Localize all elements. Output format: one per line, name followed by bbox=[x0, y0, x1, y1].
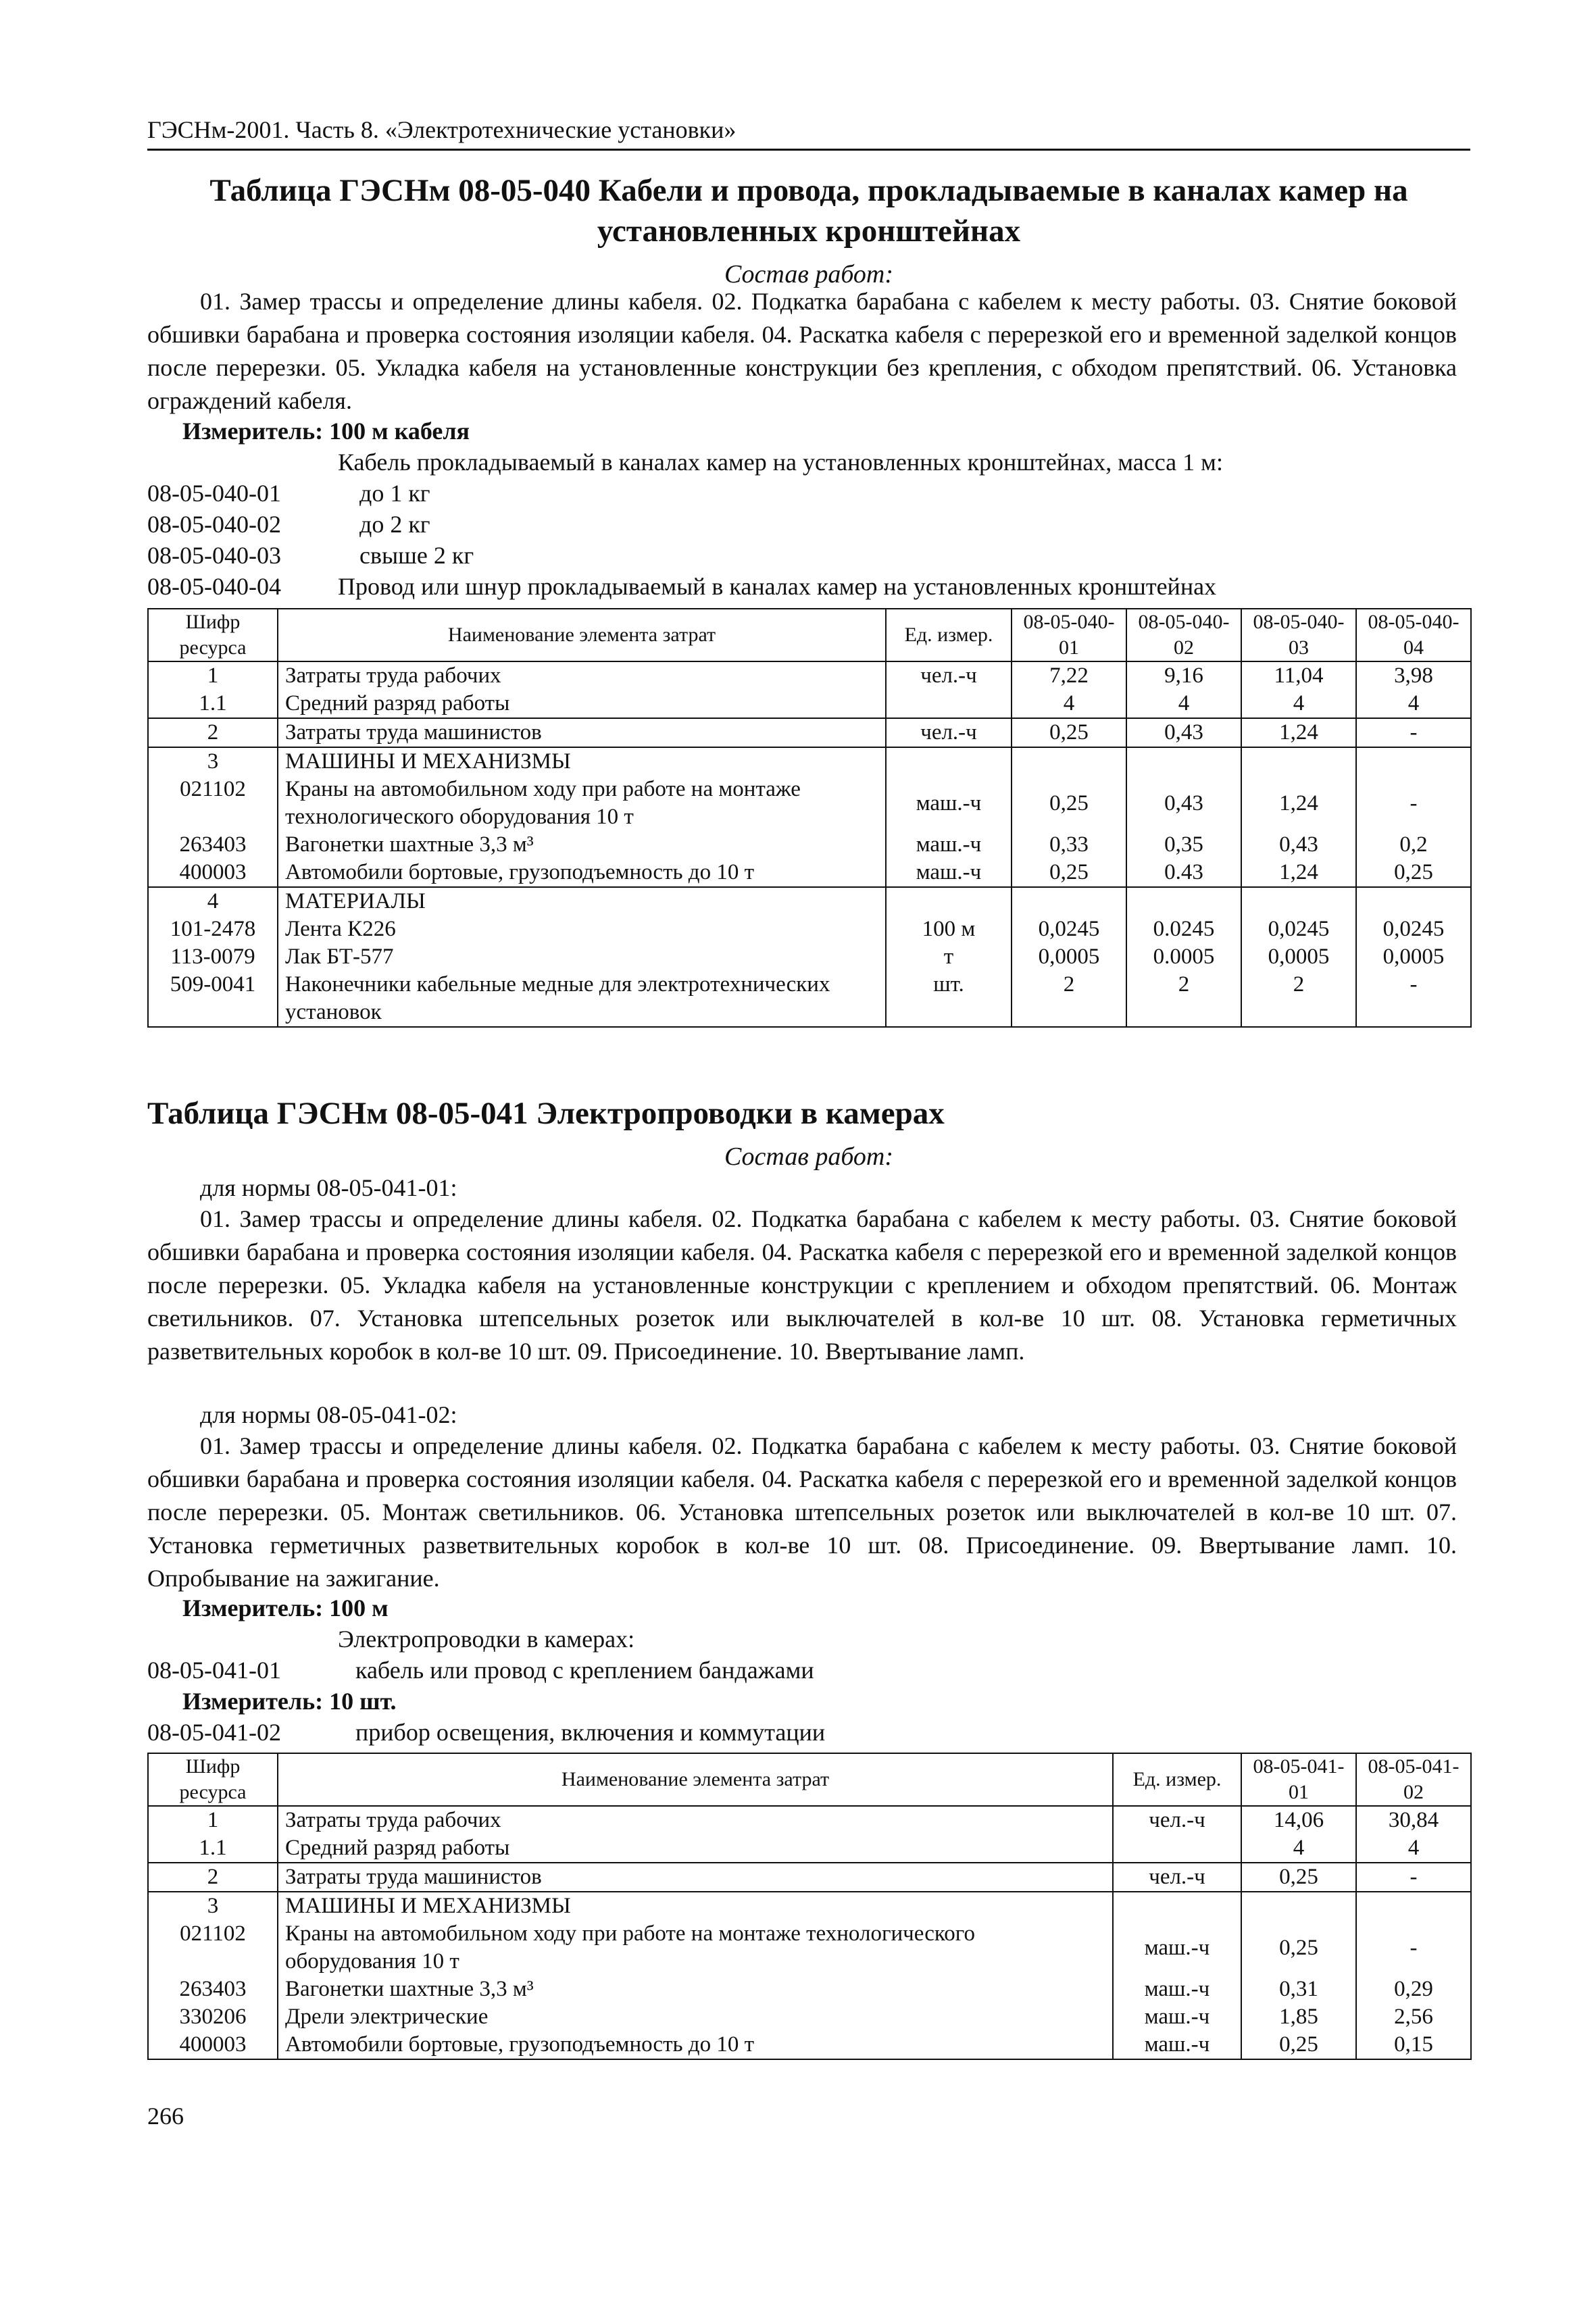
cell-value: 0,0005 bbox=[1012, 943, 1126, 971]
group-operators bbox=[148, 718, 1471, 747]
cell-code: 400003 bbox=[148, 2031, 278, 2059]
header-norm-col: 08-05-041-02 bbox=[1356, 1753, 1471, 1806]
cell-value: 3,98 bbox=[1356, 661, 1471, 690]
cell-unit: чел.-ч bbox=[886, 661, 1012, 690]
table-row bbox=[148, 943, 1471, 971]
cell-name: Вагонетки шахтные 3,3 м³ bbox=[278, 831, 886, 859]
norm-description: кабель или провод с креплением бандажами bbox=[355, 1657, 814, 1684]
cell-value: 0,0245 bbox=[1241, 915, 1356, 943]
cell-value: 0,25 bbox=[1241, 1863, 1356, 1892]
cell-value: - bbox=[1356, 718, 1471, 747]
table-row bbox=[148, 971, 1471, 1027]
norm-description: прибор освещения, включения и коммутации bbox=[355, 1719, 826, 1746]
table-header-row bbox=[148, 1753, 1471, 1806]
cell-unit: шт. bbox=[886, 971, 1012, 1027]
header-unit: Ед. измер. bbox=[886, 609, 1012, 661]
cell-unit bbox=[886, 690, 1012, 718]
norm-description: свыше 2 кг bbox=[359, 542, 474, 569]
table-row bbox=[148, 776, 1471, 831]
norm-row bbox=[147, 508, 1470, 540]
cell-value: 0,25 bbox=[1241, 2031, 1356, 2059]
cell-value: 1,24 bbox=[1241, 859, 1356, 887]
cell-value: 11,04 bbox=[1241, 661, 1356, 690]
group-operators bbox=[148, 1863, 1471, 1892]
cell-code: 330206 bbox=[148, 2003, 278, 2031]
table-2-title: Таблица ГЭСНм 08-05-041 Электропроводки в камерах bbox=[147, 1096, 945, 1131]
table-1-title-line-1: Таблица ГЭСНм 08-05-040 Кабели и провода, прокладываемые в каналах камер на bbox=[209, 173, 1408, 208]
table-1-title bbox=[147, 170, 1470, 251]
cell-unit: маш.-ч bbox=[1113, 2003, 1241, 2031]
cell-code: 400003 bbox=[148, 859, 278, 887]
cell-unit bbox=[1113, 1834, 1241, 1863]
cell-unit: маш.-ч bbox=[1113, 2031, 1241, 2059]
norm-code: 08-05-040-01 bbox=[147, 480, 281, 507]
cell-value: 4 bbox=[1356, 690, 1471, 718]
cell-value: 9,16 bbox=[1126, 661, 1241, 690]
cell-value: 0,25 bbox=[1012, 718, 1126, 747]
cell-value: 0,15 bbox=[1356, 2031, 1471, 2059]
table-header-row bbox=[148, 609, 1471, 661]
table-row bbox=[148, 2003, 1471, 2031]
section-title: МАШИНЫ И МЕХАНИЗМЫ bbox=[278, 747, 886, 776]
group-machines bbox=[148, 747, 1471, 887]
cell-name: Затраты труда рабочих bbox=[278, 1806, 1113, 1834]
norm-code: 08-05-041-02 bbox=[147, 1719, 281, 1746]
header-norm-col: 08-05-040-04 bbox=[1356, 609, 1471, 661]
norm-row bbox=[147, 570, 1470, 603]
cell-name: Дрели электрические bbox=[278, 2003, 1113, 2031]
cell-code: 263403 bbox=[148, 831, 278, 859]
cell-value: 7,22 bbox=[1012, 661, 1126, 690]
cell-code: 3 bbox=[148, 747, 278, 776]
cell-unit: маш.-ч bbox=[886, 776, 1012, 831]
cell-value: 0,25 bbox=[1012, 859, 1126, 887]
group-labor bbox=[148, 1806, 1471, 1863]
cell-value: - bbox=[1356, 1863, 1471, 1892]
cell-value: 0.0245 bbox=[1126, 915, 1241, 943]
cell-value: 1,24 bbox=[1241, 776, 1356, 831]
table-2-composition-2: 01. Замер трассы и определение длины кабеля. 02. Подкатка барабана с кабелем к месту работы. 03. Снятие боковой обшивки барабана и проверка состояния изоляции кабеля. 04. Раскатка кабеля с перерезкой его и временной заделкой концов после перерезки. 05. Монтаж светильников. 06. Установка штепсельных розеток или выключателей в кол-ве 10 шт. 07. Установка герметичных разветвительных коробок в кол-ве 10 шт. 08. Присоединение. 09. Ввертывание ламп. 10. Опробывание на зажигание. bbox=[147, 1432, 1457, 1592]
cell-value: 4 bbox=[1241, 1834, 1356, 1863]
table-row bbox=[148, 1976, 1471, 2003]
cell-value: 1,24 bbox=[1241, 718, 1356, 747]
cell-name: Наконечники кабельные медные для электротехнических установок bbox=[278, 971, 886, 1027]
cell-value: 30,84 bbox=[1356, 1806, 1471, 1834]
table-2-composition-heading: Состав работ: bbox=[724, 1142, 894, 1171]
cell-code: 1.1 bbox=[148, 1834, 278, 1863]
cell-unit: 100 м bbox=[886, 915, 1012, 943]
cell-value: 2 bbox=[1012, 971, 1126, 1027]
header-norm-col: 08-05-040-01 bbox=[1012, 609, 1126, 661]
cell-value: 0,31 bbox=[1241, 1976, 1356, 2003]
cell-value: 1,85 bbox=[1241, 2003, 1356, 2031]
cell-value: 0,33 bbox=[1012, 831, 1126, 859]
section-row bbox=[148, 1892, 1471, 1920]
cell-code: 1 bbox=[148, 661, 278, 690]
cell-value: 0,43 bbox=[1241, 831, 1356, 859]
cell-value: - bbox=[1356, 1920, 1471, 1976]
table-row bbox=[148, 859, 1471, 887]
cell-unit: т bbox=[886, 943, 1012, 971]
cell-name: Средний разряд работы bbox=[278, 690, 886, 718]
cell-code: 021102 bbox=[148, 1920, 278, 1976]
cell-value: 0,0245 bbox=[1356, 915, 1471, 943]
header-norm-col: 08-05-040-02 bbox=[1126, 609, 1241, 661]
cell-name: Лак БТ-577 bbox=[278, 943, 886, 971]
table-row bbox=[148, 831, 1471, 859]
cell-value: 0.0005 bbox=[1126, 943, 1241, 971]
norm-row bbox=[147, 477, 1470, 509]
cell-value: 0,43 bbox=[1126, 776, 1241, 831]
table-1-group-description: Кабель прокладываемый в каналах камер на установленных кронштейнах, масса 1 м: bbox=[338, 449, 1223, 476]
table-2-meter-2: Измеритель: 10 шт. bbox=[182, 1688, 397, 1715]
table-row bbox=[148, 661, 1471, 690]
norm-row bbox=[147, 1716, 1470, 1749]
cell-value: 4 bbox=[1012, 690, 1126, 718]
table-row bbox=[148, 1834, 1471, 1863]
header-code: Шифр ресурса bbox=[148, 609, 278, 661]
table-row bbox=[148, 915, 1471, 943]
table-row bbox=[148, 1806, 1471, 1834]
table-1-composition-heading: Состав работ: bbox=[724, 260, 894, 288]
cell-code: 101-2478 bbox=[148, 915, 278, 943]
norm-row bbox=[147, 1654, 1470, 1686]
cell-value: 2 bbox=[1241, 971, 1356, 1027]
header-name: Наименование элемента затрат bbox=[278, 609, 886, 661]
cell-name: Затраты труда рабочих bbox=[278, 661, 886, 690]
header-norm-col: 08-05-040-03 bbox=[1241, 609, 1356, 661]
cell-value: 2 bbox=[1126, 971, 1241, 1027]
norm-description: до 1 кг bbox=[359, 480, 430, 507]
cell-name: Краны на автомобильном ходу при работе на монтаже технологического оборудования 10 т bbox=[278, 1920, 1113, 1976]
section-row bbox=[148, 747, 1471, 776]
cell-value: 14,06 bbox=[1241, 1806, 1356, 1834]
cell-name: Вагонетки шахтные 3,3 м³ bbox=[278, 1976, 1113, 2003]
section-row bbox=[148, 887, 1471, 915]
cell-name: Автомобили бортовые, грузоподъемность до 10 т bbox=[278, 859, 886, 887]
cell-value: 4 bbox=[1126, 690, 1241, 718]
cell-code: 1.1 bbox=[148, 690, 278, 718]
cell-value: - bbox=[1356, 776, 1471, 831]
cell-unit: маш.-ч bbox=[1113, 1976, 1241, 2003]
cell-value: 0,25 bbox=[1012, 776, 1126, 831]
running-header: ГЭСНм-2001. Часть 8. «Электротехнические установки» bbox=[147, 114, 1470, 151]
norm-description: Провод или шнур прокладываемый в каналах камер на установленных кронштейнах bbox=[338, 573, 1217, 600]
resource-table-1 bbox=[147, 608, 1472, 1028]
cell-value: 0,2 bbox=[1356, 831, 1471, 859]
group-labor bbox=[148, 661, 1471, 718]
cell-value: 2,56 bbox=[1356, 2003, 1471, 2031]
table-2-for-norm-1: для нормы 08-05-041-01: bbox=[200, 1174, 457, 1201]
group-materials bbox=[148, 887, 1471, 1027]
table-row bbox=[148, 1863, 1471, 1892]
cell-name: Краны на автомобильном ходу при работе на монтаже технологического оборудования 10 т bbox=[278, 776, 886, 831]
norm-code: 08-05-040-03 bbox=[147, 542, 281, 569]
cell-code: 4 bbox=[148, 887, 278, 915]
cell-value: 0,0245 bbox=[1012, 915, 1126, 943]
cell-unit: маш.-ч bbox=[886, 831, 1012, 859]
cell-value: - bbox=[1356, 971, 1471, 1027]
cell-code: 263403 bbox=[148, 1976, 278, 2003]
table-2-meter-1: Измеритель: 100 м bbox=[182, 1594, 389, 1621]
cell-name: Автомобили бортовые, грузоподъемность до 10 т bbox=[278, 2031, 1113, 2059]
norm-code: 08-05-040-04 bbox=[147, 573, 281, 600]
cell-value: 0.43 bbox=[1126, 859, 1241, 887]
cell-unit: чел.-ч bbox=[1113, 1863, 1241, 1892]
table-2-for-norm-2: для нормы 08-05-041-02: bbox=[200, 1401, 457, 1428]
cell-name: Лента К226 bbox=[278, 915, 886, 943]
header-code: Шифр ресурса bbox=[148, 1753, 278, 1806]
norm-description: до 2 кг bbox=[359, 511, 430, 538]
table-2-composition-1: 01. Замер трассы и определение длины кабеля. 02. Подкатка барабана с кабелем к месту работы. 03. Снятие боковой обшивки барабана и проверка состояния изоляции кабеля. 04. Раскатка кабеля с перерезкой его и временной заделкой концов после перерезки. 05. Укладка кабеля на установленные конструкции с креплением и обходом препятствий. 06. Монтаж светильников. 07. Установка штепсельных розеток или выключателей в кол-ве 10 шт. 08. Установка герметичных разветвительных коробок в кол-ве 10 шт. 09. Присоединение. 10. Ввертывание ламп. bbox=[147, 1205, 1457, 1365]
header-name: Наименование элемента затрат bbox=[278, 1753, 1113, 1806]
norm-code: 08-05-041-01 bbox=[147, 1657, 281, 1684]
table-row bbox=[148, 718, 1471, 747]
resource-table-2 bbox=[147, 1753, 1472, 2060]
table-row bbox=[148, 690, 1471, 718]
cell-unit: чел.-ч bbox=[1113, 1806, 1241, 1834]
cell-unit: маш.-ч bbox=[886, 859, 1012, 887]
cell-value: 0,0005 bbox=[1356, 943, 1471, 971]
section-title: МАШИНЫ И МЕХАНИЗМЫ bbox=[278, 1892, 1113, 1920]
cell-value: 0,25 bbox=[1241, 1920, 1356, 1976]
norm-code: 08-05-040-02 bbox=[147, 511, 281, 538]
header-unit: Ед. измер. bbox=[1113, 1753, 1241, 1806]
cell-value: 0,43 bbox=[1126, 718, 1241, 747]
table-1-title-line-2: установленных кронштейнах bbox=[597, 213, 1021, 249]
cell-code: 2 bbox=[148, 1863, 278, 1892]
table-1-meter: Измеритель: 100 м кабеля bbox=[182, 418, 470, 445]
table-1-composition-text: 01. Замер трассы и определение длины кабеля. 02. Подкатка барабана с кабелем к месту работы. 03. Снятие боковой обшивки барабана и проверка состояния изоляции кабеля. 04. Раскатка кабеля с перерезкой его и временной заделкой концов после перерезки. 05. Укладка кабеля на установленные конструкции без крепления, с обходом препятствий. 06. Установка ограждений кабеля. bbox=[147, 288, 1457, 414]
cell-code: 113-0079 bbox=[148, 943, 278, 971]
cell-unit: маш.-ч bbox=[1113, 1920, 1241, 1976]
cell-code: 2 bbox=[148, 718, 278, 747]
table-row bbox=[148, 1920, 1471, 1976]
norm-row bbox=[147, 539, 1470, 572]
table-2-group-description: Электропроводки в камерах: bbox=[338, 1626, 635, 1653]
cell-name: Средний разряд работы bbox=[278, 1834, 1113, 1863]
cell-value: 4 bbox=[1241, 690, 1356, 718]
cell-code: 021102 bbox=[148, 776, 278, 831]
cell-name: Затраты труда машинистов bbox=[278, 1863, 1113, 1892]
group-machines bbox=[148, 1892, 1471, 2059]
cell-value: 0,25 bbox=[1356, 859, 1471, 887]
cell-value: 0,0005 bbox=[1241, 943, 1356, 971]
cell-value: 0,35 bbox=[1126, 831, 1241, 859]
cell-unit: чел.-ч bbox=[886, 718, 1012, 747]
cell-code: 3 bbox=[148, 1892, 278, 1920]
header-norm-col: 08-05-041-01 bbox=[1241, 1753, 1356, 1806]
section-title: МАТЕРИАЛЫ bbox=[278, 887, 886, 915]
cell-code: 509-0041 bbox=[148, 971, 278, 1027]
cell-code: 1 bbox=[148, 1806, 278, 1834]
page-number: 266 bbox=[147, 2103, 184, 2130]
cell-name: Затраты труда машинистов bbox=[278, 718, 886, 747]
cell-value: 0,29 bbox=[1356, 1976, 1471, 2003]
table-row bbox=[148, 2031, 1471, 2059]
cell-value: 4 bbox=[1356, 1834, 1471, 1863]
